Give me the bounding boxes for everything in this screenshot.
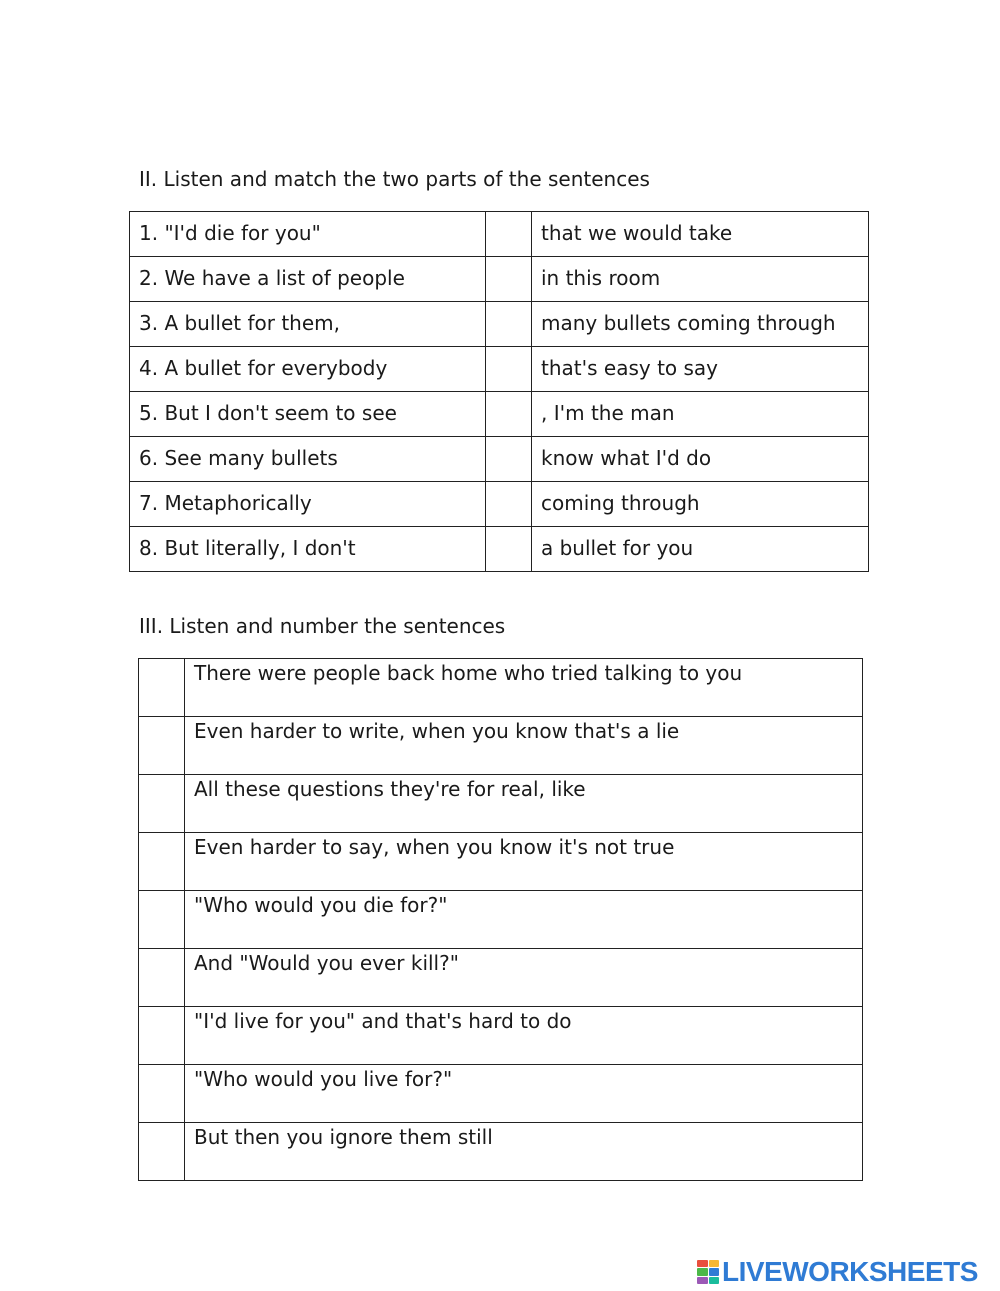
order-row [139,891,863,949]
order-row [139,833,863,891]
match-answer-box[interactable] [486,347,532,392]
order-row [139,949,863,1007]
match-left-part: 2. We have a list of people [130,257,486,302]
match-row [130,302,869,347]
order-row [139,659,863,717]
match-answer-box[interactable] [486,482,532,527]
order-row [139,1065,863,1123]
match-row [130,482,869,527]
order-sentence: "Who would you die for?" [185,891,863,949]
match-answer-box[interactable] [486,437,532,482]
order-sentence: "I'd live for you" and that's hard to do [185,1007,863,1065]
order-number-box[interactable] [139,891,185,949]
match-left-part: 7. Metaphorically [130,482,486,527]
order-row [139,1007,863,1065]
order-number-box[interactable] [139,833,185,891]
order-row [139,717,863,775]
order-number-box[interactable] [139,717,185,775]
order-sentence: "Who would you live for?" [185,1065,863,1123]
match-right-part: many bullets coming through [532,302,869,347]
match-right-part: , I'm the man [532,392,869,437]
order-table [138,658,863,1181]
match-table [129,211,869,572]
match-answer-box[interactable] [486,212,532,257]
order-number-box[interactable] [139,1065,185,1123]
match-right-part: that's easy to say [532,347,869,392]
match-right-part: coming through [532,482,869,527]
match-left-part: 3. A bullet for them, [130,302,486,347]
liveworksheets-logo [697,1257,978,1287]
match-row [130,212,869,257]
match-left-part: 5. But I don't seem to see [130,392,486,437]
match-row [130,392,869,437]
match-left-part: 8. But literally, I don't [130,527,486,572]
section-3-heading: III. Listen and number the sentences [139,614,506,638]
match-answer-box[interactable] [486,257,532,302]
order-sentence: And "Would you ever kill?" [185,949,863,1007]
order-number-box[interactable] [139,1123,185,1181]
order-sentence: There were people back home who tried talking to you [185,659,863,717]
logo-blocks-icon [697,1260,719,1284]
order-number-box[interactable] [139,949,185,1007]
order-sentence: All these questions they're for real, like [185,775,863,833]
match-answer-box[interactable] [486,392,532,437]
match-right-part: in this room [532,257,869,302]
order-sentence: Even harder to write, when you know that's a lie [185,717,863,775]
order-row [139,775,863,833]
order-sentence: Even harder to say, when you know it's not true [185,833,863,891]
match-row [130,347,869,392]
match-right-part: that we would take [532,212,869,257]
match-row [130,527,869,572]
order-number-box[interactable] [139,1007,185,1065]
order-sentence: But then you ignore them still [185,1123,863,1181]
logo-text: LIVEWORKSHEETS [722,1256,978,1287]
order-row [139,1123,863,1181]
match-row [130,257,869,302]
match-right-part: know what I'd do [532,437,869,482]
order-number-box[interactable] [139,659,185,717]
section-2-heading: II. Listen and match the two parts of the sentences [139,167,650,191]
match-left-part: 6. See many bullets [130,437,486,482]
match-row [130,437,869,482]
match-left-part: 4. A bullet for everybody [130,347,486,392]
match-left-part: 1. "I'd die for you" [130,212,486,257]
order-number-box[interactable] [139,775,185,833]
match-answer-box[interactable] [486,302,532,347]
match-answer-box[interactable] [486,527,532,572]
match-right-part: a bullet for you [532,527,869,572]
